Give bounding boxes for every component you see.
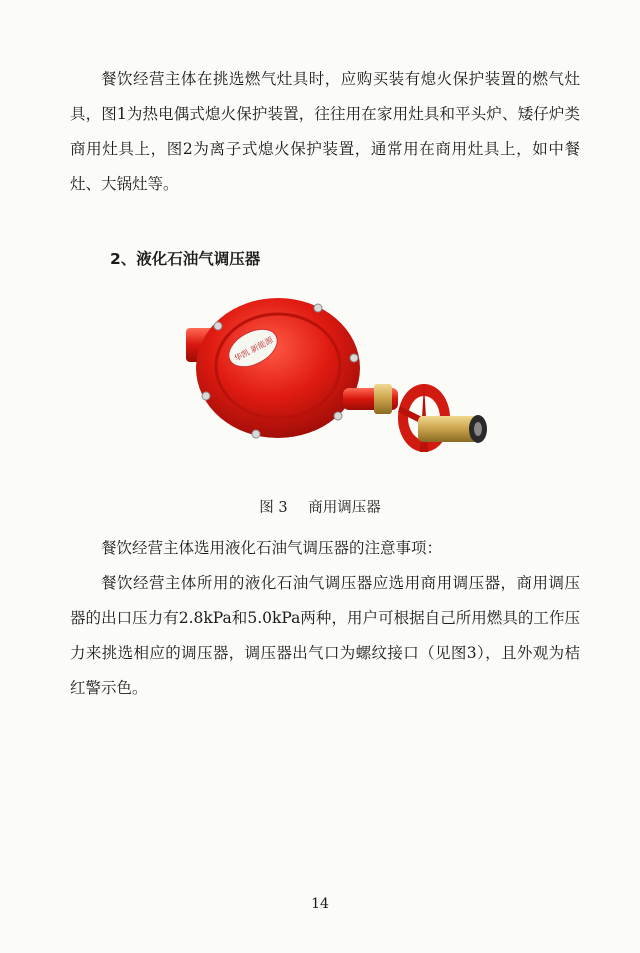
- brass-valve: [374, 384, 392, 414]
- paragraph-regulator-requirements: 餐饮经营主体所用的液化石油气调压器应选用商用调压器，商用调压器的出口压力有2.8kPa和5.0kPa两种，用户可根据自己所用燃具的工作压力来挑选相应的调压器，调压器出气口为螺纹接口（见图3），且外观为桔红警示色。: [70, 574, 580, 697]
- regulator-photo: [178, 288, 498, 488]
- regulator-illustration: [178, 288, 498, 488]
- paragraph-stove-protection: 餐饮经营主体在挑选燃气灶具时，应购买装有熄火保护装置的燃气灶具，图1为热电偶式熄火保护装置，往往用在家用灶具和平头炉、矮仔炉类商用灶具上，图2为离子式熄火保护装置，通常用在商用灶具上，如中餐灶、大锅灶等。: [70, 70, 580, 193]
- page-number: 14: [311, 896, 329, 912]
- figure-caption: [0, 495, 640, 521]
- paragraph-precautions-intro: 餐饮经营主体选用液化石油气调压器的注意事项：: [101, 539, 443, 557]
- figure-number: 图 3: [259, 500, 288, 516]
- figure-caption-text: 商用调压器: [308, 500, 381, 516]
- svg-text:华凯 新能源: 华凯 新能源: [232, 335, 275, 364]
- section-heading: 2、液化石油气调压器: [110, 250, 261, 268]
